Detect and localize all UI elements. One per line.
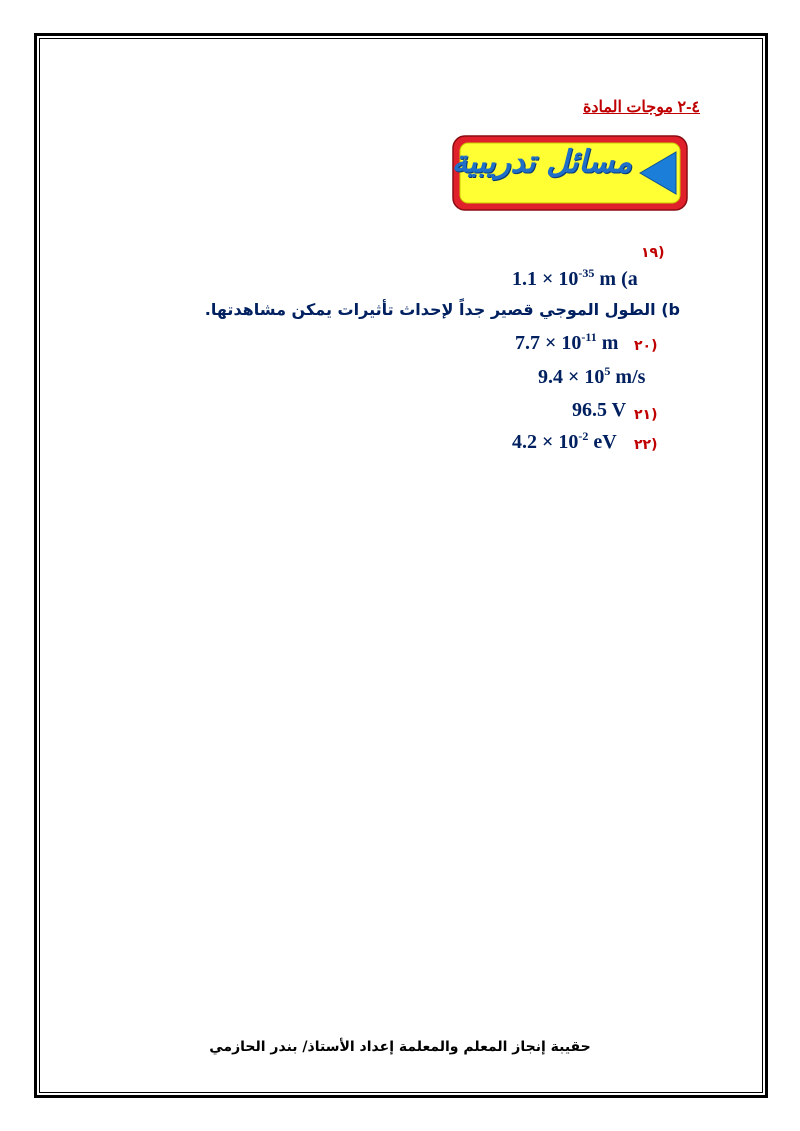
problem-20-speed: $9.4 \times 10^5$ m/s [538,364,646,388]
problem-21-answer: 96.5 V [572,399,627,421]
problem-20-answer: $7.7 \times 10^{-11}$ m [515,330,619,354]
problem-20-number: ٢٠) [634,338,658,354]
section-title: ٤-٢ موجات المادة [582,99,700,116]
practice-problems-badge [450,132,690,214]
page-footer: حقيبة إنجاز المعلم والمعلمة إعداد الأستاذ/ بندر الحازمي [209,1039,591,1055]
problem-19b-answer: b) الطول الموجي قصير جداً لإحداث تأثيرات يمكن مشاهدتها. [204,300,680,319]
problem-22-answer: $4.2 \times 10^{-2}$ eV [512,429,617,453]
problem-19a-answer: $1.1 \times 10^{-35}$ m (a [512,266,638,290]
problem-22-number: ٢٢) [634,437,658,453]
badge-label: مسائل تدريبية [451,144,632,180]
problem-21-number: ٢١) [634,407,658,423]
problem-19-number: ١٩) [641,245,665,261]
